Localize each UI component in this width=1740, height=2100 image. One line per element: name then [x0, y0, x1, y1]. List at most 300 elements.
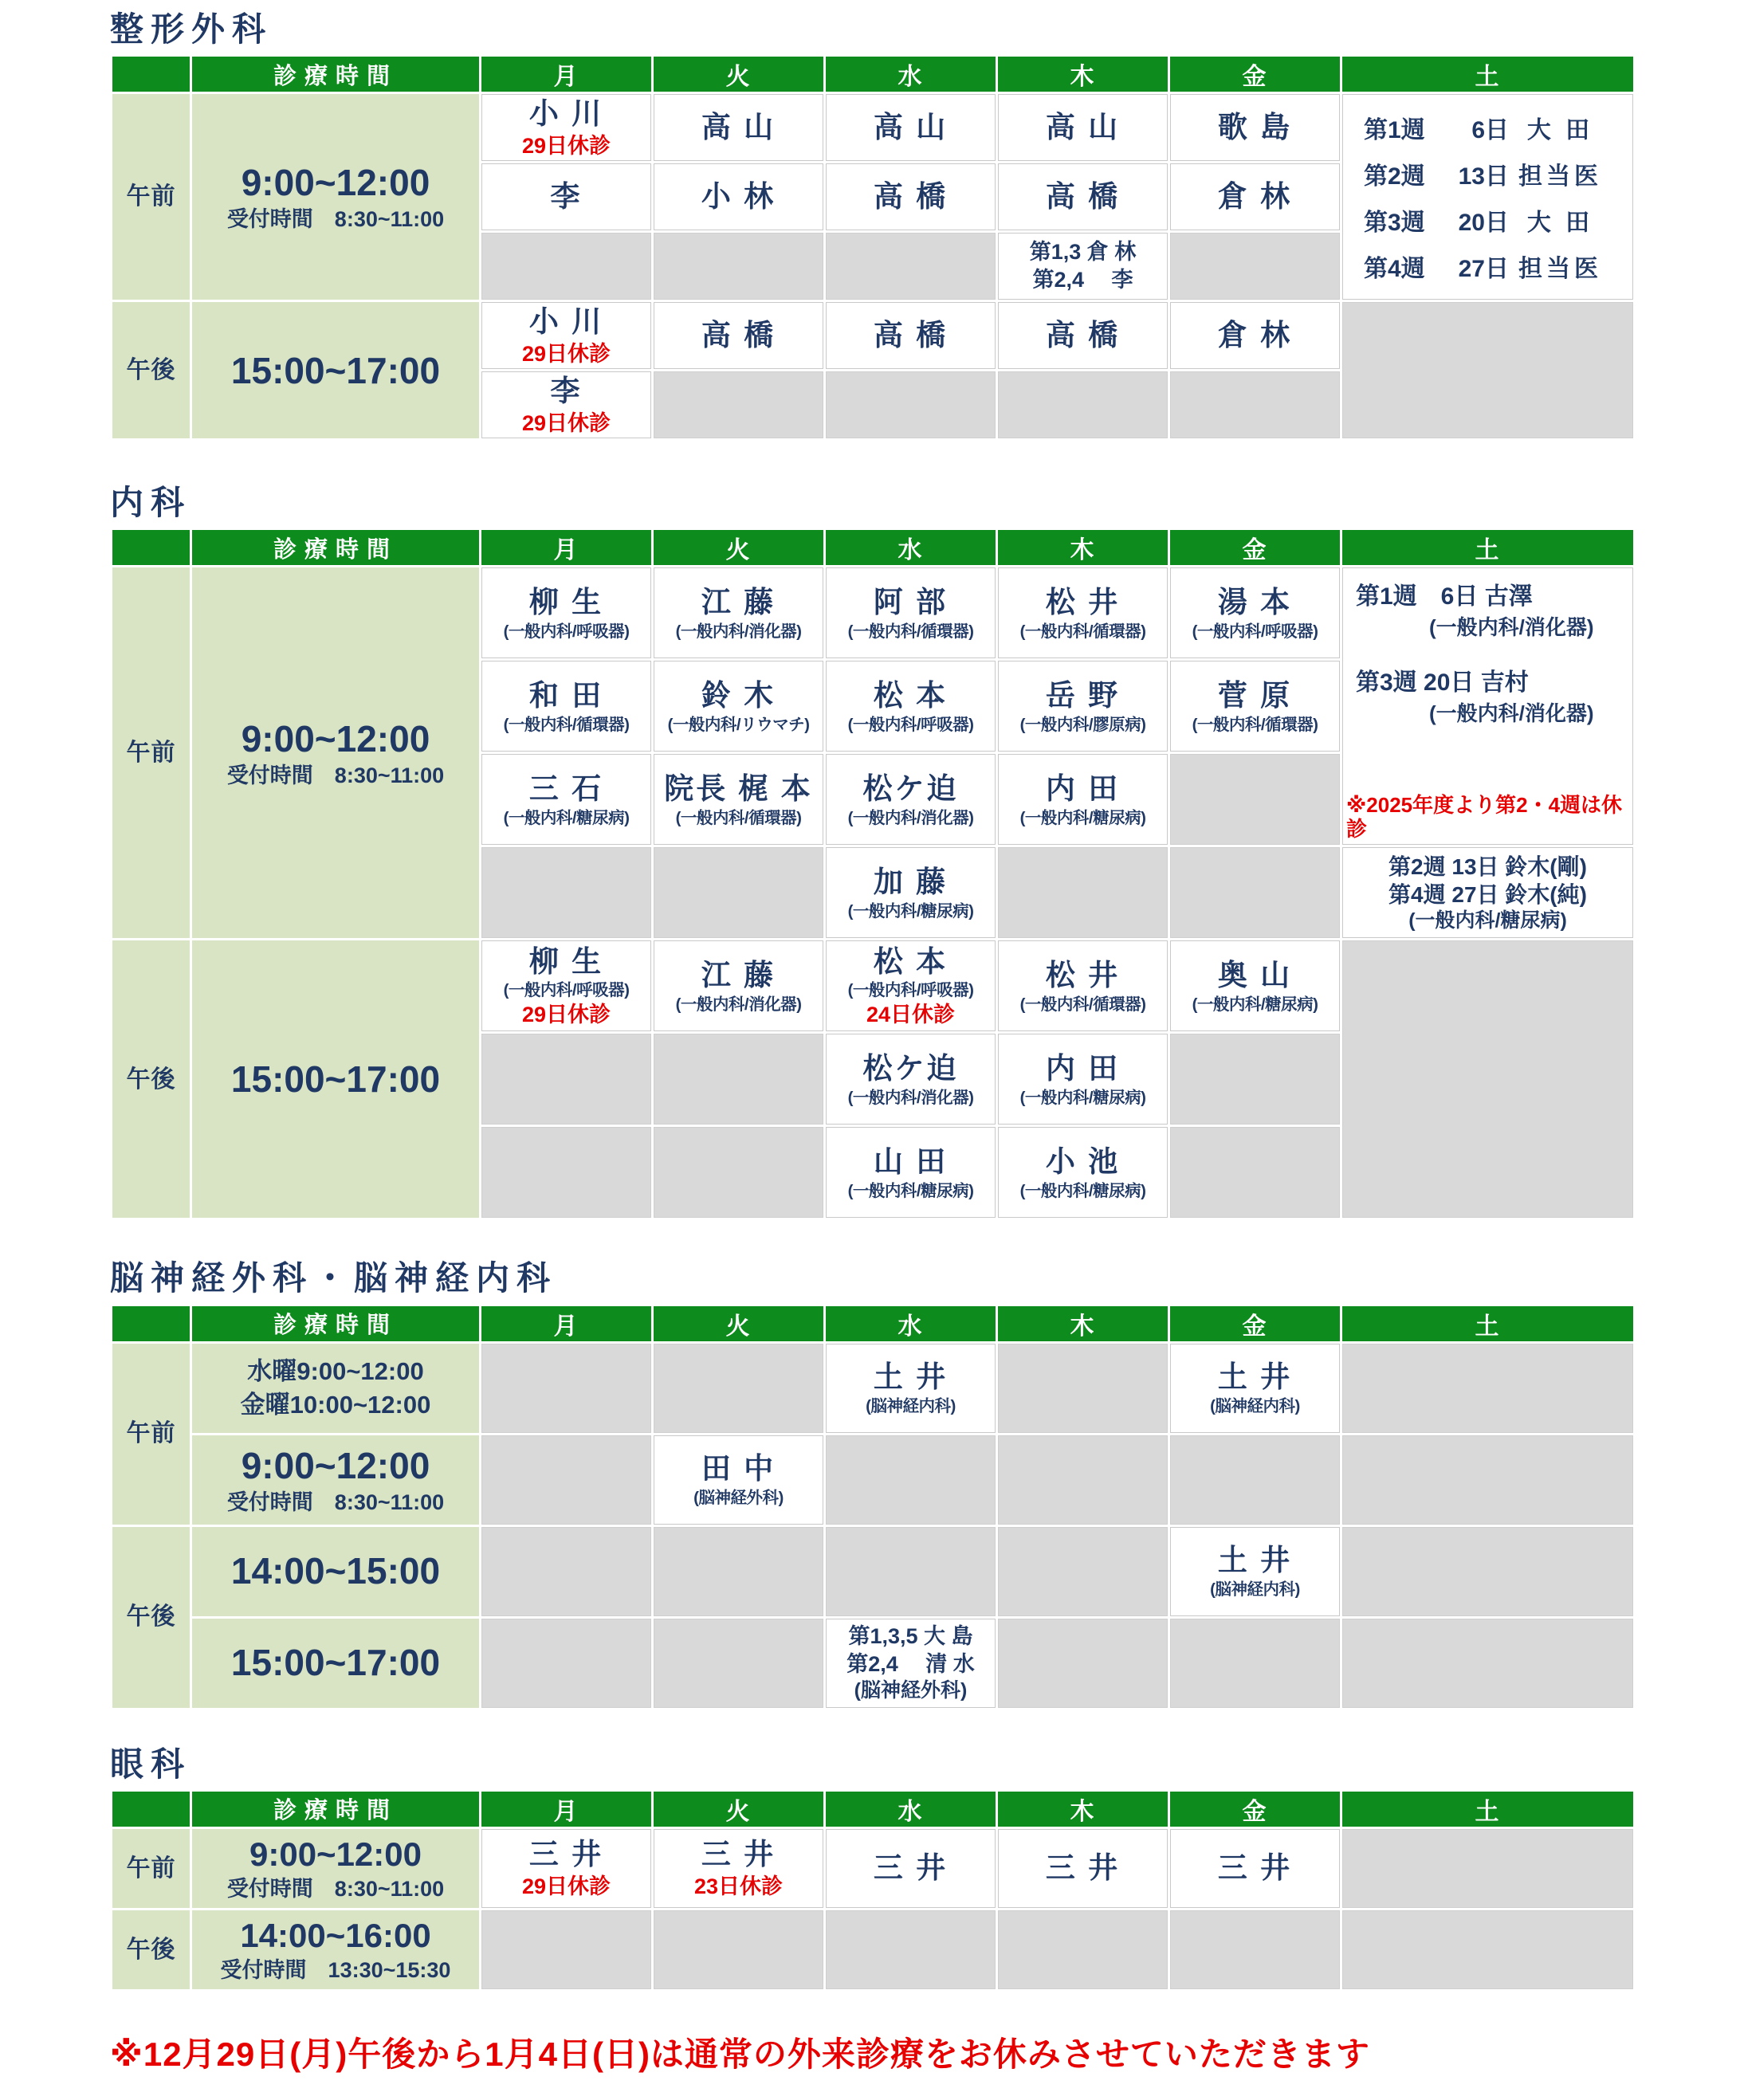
saturday-line — [1343, 110, 1632, 145]
section-title: 内科 — [110, 484, 192, 522]
text-line: 高 山 — [873, 111, 949, 144]
text-line: 午後 — [126, 1603, 176, 1631]
text-line: 第1,3,5 大 島 — [848, 1623, 973, 1648]
text-line: 午前 — [126, 1420, 176, 1447]
text-line: 29日休診 — [521, 1874, 611, 1898]
hours-cell — [192, 1619, 479, 1708]
hours-cell — [192, 302, 479, 438]
doctor-cell — [998, 1829, 1168, 1908]
doctor-cell — [481, 1829, 651, 1908]
text-line: 三 井 — [528, 1837, 604, 1870]
text-line: 第1週 6日 古澤 — [1356, 583, 1533, 610]
period-label-cell — [112, 94, 190, 300]
text-line: (脳神経内科) — [1210, 1580, 1300, 1599]
text-line: 午後 — [126, 356, 176, 383]
hours-cell — [192, 1910, 479, 1989]
day-header: 土 — [1342, 57, 1633, 92]
text-line: 23日休診 — [693, 1874, 784, 1898]
text-line: 菅 原 — [1217, 678, 1293, 712]
period-label-cell — [112, 1910, 190, 1989]
saturday-roster-cell — [1342, 567, 1633, 845]
text-line: 小 川 — [528, 304, 604, 338]
text-line: (一般内科/糖尿病) — [1408, 909, 1567, 932]
text-line: 加 藤 — [873, 865, 949, 898]
text-line: 李 — [550, 374, 583, 407]
hours-header: 診療時間 — [192, 1792, 479, 1827]
text-line: 松 井 — [1045, 585, 1121, 618]
section-title: 脳神経外科・脳神経内科 — [110, 1259, 558, 1297]
doctor-cell — [481, 940, 651, 1031]
saturday-week: 第4週 — [1364, 256, 1425, 283]
text-line: 和 田 — [528, 678, 604, 712]
text-line: 29日休診 — [521, 410, 611, 435]
table-row — [112, 1910, 1633, 1989]
text-line: 山 田 — [873, 1144, 949, 1178]
day-header: 木 — [998, 57, 1168, 92]
day-header: 月 — [481, 1306, 651, 1341]
text-line: 高 橋 — [873, 319, 949, 352]
empty-cell — [1170, 233, 1340, 300]
schedule-root — [110, 11, 1636, 1992]
empty-cell — [481, 1435, 651, 1525]
period-label-cell — [112, 1344, 190, 1525]
text-line: 松ケ迫 — [862, 1051, 959, 1085]
text-line: (一般内科/糖尿病) — [1019, 1181, 1146, 1200]
section-title: 整形外科 — [110, 10, 273, 48]
empty-cell — [1170, 1910, 1340, 1989]
text-line: 岳 野 — [1045, 678, 1121, 712]
empty-cell — [481, 233, 651, 300]
saturday-date: 6日 — [1471, 117, 1509, 144]
doctor-cell — [481, 754, 651, 845]
empty-cell — [481, 1034, 651, 1125]
hours-cell — [192, 1527, 479, 1616]
empty-cell — [1342, 1344, 1633, 1433]
day-header: 金 — [1170, 1792, 1340, 1827]
text-line: 三 井 — [1217, 1851, 1293, 1885]
empty-cell — [826, 1910, 996, 1989]
empty-cell — [1342, 1910, 1633, 1989]
hours-cell — [192, 567, 479, 938]
doctor-cell — [481, 302, 651, 369]
period-label-cell — [112, 302, 190, 438]
doctor-cell — [998, 302, 1168, 369]
text-line: 三 井 — [701, 1837, 776, 1870]
text-line: 李 — [550, 180, 583, 214]
empty-cell — [998, 1344, 1168, 1433]
doctor-cell — [826, 567, 996, 658]
day-header: 火 — [654, 57, 823, 92]
text-line: 第2,4 李 — [1032, 268, 1133, 292]
doctor-cell — [998, 1127, 1168, 1218]
saturday-date: 13日 — [1458, 163, 1509, 190]
text-line: 土 井 — [1217, 1544, 1293, 1577]
empty-cell — [998, 1435, 1168, 1525]
empty-cell — [1342, 302, 1633, 438]
text-line: (一般内科/消化器) — [1429, 615, 1594, 640]
text-line: (一般内科/呼吸器) — [503, 981, 630, 1000]
empty-cell — [481, 1619, 651, 1708]
doctor-cell — [481, 661, 651, 752]
text-line: 三 井 — [873, 1851, 949, 1885]
empty-cell — [1342, 1435, 1633, 1525]
text-line: 高 橋 — [873, 180, 949, 214]
schedule-table — [110, 528, 1636, 1220]
text-line: 第2,4 清 水 — [846, 1651, 975, 1676]
saturday-date: 20日 — [1458, 210, 1509, 237]
doctor-cell — [1170, 302, 1340, 369]
empty-cell — [481, 1527, 651, 1616]
doctor-cell — [826, 1034, 996, 1125]
saturday-doctor: 大 田 — [1526, 117, 1594, 144]
empty-cell — [1170, 1034, 1340, 1125]
doctor-cell — [826, 94, 996, 161]
empty-cell — [826, 1435, 996, 1525]
day-header: 水 — [826, 57, 996, 92]
empty-cell — [826, 1527, 996, 1616]
empty-cell — [654, 371, 823, 438]
empty-cell — [826, 371, 996, 438]
text-line: 9:00~12:00 — [241, 1444, 430, 1486]
text-line: 歌 島 — [1217, 111, 1293, 144]
text-line: 午前 — [126, 1855, 176, 1882]
text-line: 受付時間 13:30~15:30 — [220, 1958, 451, 1983]
saturday-date: 27日 — [1458, 256, 1509, 283]
text-line: (一般内科/糖尿病) — [1019, 808, 1146, 827]
corner-cell — [112, 57, 190, 92]
text-line: 金曜10:00~12:00 — [240, 1390, 431, 1419]
doctor-cell — [826, 754, 996, 845]
text-line: 奥 山 — [1217, 958, 1293, 991]
text-line: (一般内科/消化器) — [675, 995, 802, 1014]
empty-cell — [1170, 1127, 1340, 1218]
doctor-cell — [654, 661, 823, 752]
period-label-cell — [112, 940, 190, 1218]
corner-cell — [112, 530, 190, 565]
department-section — [110, 1746, 1636, 1992]
doctor-cell — [1342, 847, 1633, 938]
empty-cell — [1342, 1527, 1633, 1616]
text-line: 午後 — [126, 1936, 176, 1963]
text-line: 倉 林 — [1217, 319, 1293, 352]
saturday-week: 第3週 — [1364, 210, 1425, 237]
doctor-cell — [1170, 940, 1340, 1031]
day-header: 火 — [654, 1306, 823, 1341]
text-line: 高 橋 — [1045, 319, 1121, 352]
empty-cell — [481, 1344, 651, 1433]
day-header: 月 — [481, 57, 651, 92]
hours-cell — [192, 1344, 479, 1433]
text-line: (一般内科/循環器) — [503, 715, 630, 734]
text-line: (一般内科/呼吸器) — [847, 981, 974, 1000]
text-line: 三 井 — [1045, 1851, 1121, 1885]
doctor-cell — [1170, 567, 1340, 658]
doctor-cell — [481, 371, 651, 438]
text-line: 29日休診 — [521, 341, 611, 366]
text-line: 小 川 — [528, 96, 604, 130]
saturday-line — [1343, 202, 1632, 237]
doctor-cell — [654, 754, 823, 845]
text-line: 湯 本 — [1217, 585, 1293, 618]
hours-cell — [192, 94, 479, 300]
text-line: 受付時間 8:30~11:00 — [226, 1490, 445, 1514]
table-row — [112, 1527, 1633, 1616]
text-line: 倉 林 — [1217, 180, 1293, 214]
text-line: 29日休診 — [521, 133, 611, 158]
doctor-cell — [826, 661, 996, 752]
text-line: 松 本 — [873, 944, 949, 978]
text-line: 内 田 — [1045, 771, 1121, 805]
text-line: 江 藤 — [701, 958, 776, 991]
section-title: 眼科 — [110, 1745, 192, 1783]
text-line: 小 林 — [701, 180, 776, 214]
text-line: 9:00~12:00 — [241, 162, 430, 204]
text-line: (一般内科/糖尿病) — [1192, 995, 1318, 1014]
hours-header: 診療時間 — [192, 1306, 479, 1341]
doctor-cell — [826, 163, 996, 230]
empty-cell — [654, 1619, 823, 1708]
doctor-cell — [826, 1829, 996, 1908]
empty-cell — [654, 1344, 823, 1433]
doctor-cell — [826, 1127, 996, 1218]
text-line: 14:00~16:00 — [240, 1916, 431, 1954]
hours-cell — [192, 1829, 479, 1908]
text-line: (脳神経外科) — [693, 1488, 784, 1507]
doctor-cell — [654, 302, 823, 369]
text-line: 院長 梶 本 — [664, 771, 813, 805]
text-line: 午前 — [126, 740, 176, 767]
doctor-cell — [998, 1034, 1168, 1125]
day-header: 土 — [1342, 1306, 1633, 1341]
text-line: 29日休診 — [521, 1003, 611, 1027]
table-row — [112, 940, 1633, 1031]
text-line: (一般内科/循環器) — [1019, 995, 1146, 1014]
doctor-cell — [826, 1619, 996, 1708]
hours-cell — [192, 1435, 479, 1525]
text-line: 土 井 — [1217, 1360, 1293, 1394]
empty-cell — [998, 1527, 1168, 1616]
text-line: (一般内科/呼吸器) — [503, 622, 630, 641]
text-line: (脳神経外科) — [854, 1679, 968, 1702]
text-line: 24日休診 — [866, 1003, 956, 1027]
doctor-cell — [481, 163, 651, 230]
doctor-cell — [826, 1344, 996, 1433]
empty-cell — [654, 1527, 823, 1616]
text-line: (脳神経内科) — [866, 1396, 956, 1415]
text-line: 第3週 20日 吉村 — [1356, 669, 1529, 696]
department-section — [110, 11, 1636, 441]
text-line: 第4週 27日 鈴木(純) — [1388, 881, 1587, 907]
day-header: 月 — [481, 1792, 651, 1827]
day-header: 火 — [654, 1792, 823, 1827]
text-line: 土 井 — [873, 1360, 949, 1394]
text-line: 鈴 木 — [701, 678, 776, 712]
empty-cell — [654, 1127, 823, 1218]
empty-cell — [654, 1034, 823, 1125]
doctor-cell — [1170, 661, 1340, 752]
schedule-table — [110, 1304, 1636, 1710]
empty-cell — [1342, 1619, 1633, 1708]
text-line: 15:00~17:00 — [230, 349, 441, 391]
empty-cell — [1170, 847, 1340, 938]
table-row — [112, 1829, 1633, 1908]
text-line: 三 石 — [528, 771, 604, 805]
text-line: 14:00~15:00 — [230, 1550, 441, 1592]
text-line: 柳 生 — [528, 585, 604, 618]
doctor-cell — [998, 163, 1168, 230]
day-header: 金 — [1170, 530, 1340, 565]
doctor-cell — [826, 940, 996, 1031]
doctor-cell — [654, 567, 823, 658]
day-header: 水 — [826, 1306, 996, 1341]
text-line: 松ケ迫 — [862, 771, 959, 805]
empty-cell — [481, 1910, 651, 1989]
day-header: 金 — [1170, 57, 1340, 92]
text-line: (一般内科/糖尿病) — [847, 901, 974, 920]
text-line: 内 田 — [1045, 1051, 1121, 1085]
doctor-cell — [1170, 94, 1340, 161]
department-section — [110, 1260, 1636, 1709]
text-line: ※2025年度より第2・4週は休診 — [1346, 792, 1623, 842]
day-header: 金 — [1170, 1306, 1340, 1341]
text-line: (一般内科/循環器) — [675, 808, 802, 827]
text-line: (一般内科/膠原病) — [1019, 715, 1146, 734]
text-line: (一般内科/リウマチ) — [667, 715, 810, 734]
doctor-cell — [481, 94, 651, 161]
hours-header: 診療時間 — [192, 530, 479, 565]
day-header: 木 — [998, 530, 1168, 565]
day-header: 土 — [1342, 530, 1633, 565]
doctor-cell — [1170, 163, 1340, 230]
empty-cell — [1170, 1619, 1340, 1708]
corner-cell — [112, 1306, 190, 1341]
empty-cell — [654, 847, 823, 938]
text-line: (一般内科/消化器) — [1429, 701, 1594, 726]
empty-cell — [1170, 1435, 1340, 1525]
corner-cell — [112, 1792, 190, 1827]
empty-cell — [998, 1619, 1168, 1708]
text-line: 第1,3 倉 林 — [1029, 240, 1137, 265]
doctor-cell — [998, 233, 1168, 300]
empty-cell — [1170, 754, 1340, 845]
table-row — [112, 1619, 1633, 1708]
empty-cell — [998, 371, 1168, 438]
text-line: 午後 — [126, 1066, 176, 1093]
doctor-cell — [826, 302, 996, 369]
text-line: (脳神経内科) — [1210, 1396, 1300, 1415]
text-line: 第2週 13日 鈴木(剛) — [1388, 854, 1587, 879]
empty-cell — [826, 233, 996, 300]
text-line: (一般内科/循環器) — [847, 622, 974, 641]
saturday-roster-cell — [1342, 94, 1633, 300]
saturday-week: 第2週 — [1364, 163, 1425, 190]
text-line: (一般内科/糖尿病) — [503, 808, 630, 827]
text-line: (一般内科/糖尿病) — [847, 1181, 974, 1200]
doctor-cell — [481, 567, 651, 658]
empty-cell — [1342, 1829, 1633, 1908]
hours-cell — [192, 940, 479, 1218]
empty-cell — [998, 847, 1168, 938]
text-line: 松 本 — [873, 678, 949, 712]
text-line: (一般内科/糖尿病) — [1019, 1088, 1146, 1107]
day-header: 月 — [481, 530, 651, 565]
empty-cell — [481, 847, 651, 938]
text-line: (一般内科/呼吸器) — [847, 715, 974, 734]
text-line: 9:00~12:00 — [249, 1835, 422, 1873]
doctor-cell — [998, 567, 1168, 658]
text-line: 受付時間 8:30~11:00 — [226, 1877, 445, 1902]
text-line: 高 橋 — [701, 319, 776, 352]
doctor-cell — [998, 940, 1168, 1031]
saturday-line — [1343, 156, 1632, 191]
text-line: 9:00~12:00 — [241, 717, 430, 760]
text-line: 15:00~17:00 — [230, 1058, 441, 1101]
text-line: (一般内科/消化器) — [847, 1088, 974, 1107]
text-line: 松 井 — [1045, 958, 1121, 991]
doctor-cell — [654, 1435, 823, 1525]
table-row — [112, 94, 1633, 161]
doctor-cell — [1170, 1829, 1340, 1908]
saturday-doctor: 担当医 — [1518, 163, 1602, 190]
text-line: 午前 — [126, 183, 176, 210]
empty-cell — [654, 233, 823, 300]
table-row — [112, 1435, 1633, 1525]
text-line: (一般内科/消化器) — [675, 622, 802, 641]
doctor-cell — [654, 163, 823, 230]
doctor-cell — [654, 94, 823, 161]
text-line: (一般内科/呼吸器) — [1192, 622, 1318, 641]
schedule-table — [110, 54, 1636, 441]
text-line: (一般内科/消化器) — [847, 808, 974, 827]
text-line: 阿 部 — [873, 585, 949, 618]
text-line: 受付時間 8:30~11:00 — [226, 207, 445, 232]
doctor-cell — [1170, 1527, 1340, 1616]
doctor-cell — [998, 661, 1168, 752]
day-header: 水 — [826, 1792, 996, 1827]
doctor-cell — [826, 847, 996, 938]
empty-cell — [998, 1910, 1168, 1989]
hours-header: 診療時間 — [192, 57, 479, 92]
footer-note: ※12月29日(月)午後から1月4日(日)は通常の外来診療をお休みさせていただきます — [110, 2035, 1370, 2073]
text-line: 受付時間 8:30~11:00 — [226, 763, 445, 788]
text-line: 江 藤 — [701, 585, 776, 618]
day-header: 水 — [826, 530, 996, 565]
day-header: 木 — [998, 1306, 1168, 1341]
period-label-cell — [112, 1527, 190, 1708]
doctor-cell — [1170, 1344, 1340, 1433]
department-section — [110, 485, 1636, 1220]
empty-cell — [481, 1127, 651, 1218]
table-row — [112, 567, 1633, 658]
empty-cell — [1170, 371, 1340, 438]
doctor-cell — [998, 94, 1168, 161]
period-label-cell — [112, 1829, 190, 1908]
schedule-table — [110, 1789, 1636, 1992]
text-line: 高 山 — [1045, 111, 1121, 144]
empty-cell — [654, 1910, 823, 1989]
text-line: 田 中 — [701, 1452, 776, 1486]
text-line: 高 山 — [701, 111, 776, 144]
day-header: 木 — [998, 1792, 1168, 1827]
table-row — [112, 302, 1633, 369]
doctor-cell — [654, 940, 823, 1031]
doctor-cell — [998, 754, 1168, 845]
text-line: 小 池 — [1045, 1144, 1121, 1178]
saturday-doctor: 担当医 — [1518, 256, 1602, 283]
saturday-line — [1343, 249, 1632, 284]
day-header: 土 — [1342, 1792, 1633, 1827]
day-header: 火 — [654, 530, 823, 565]
